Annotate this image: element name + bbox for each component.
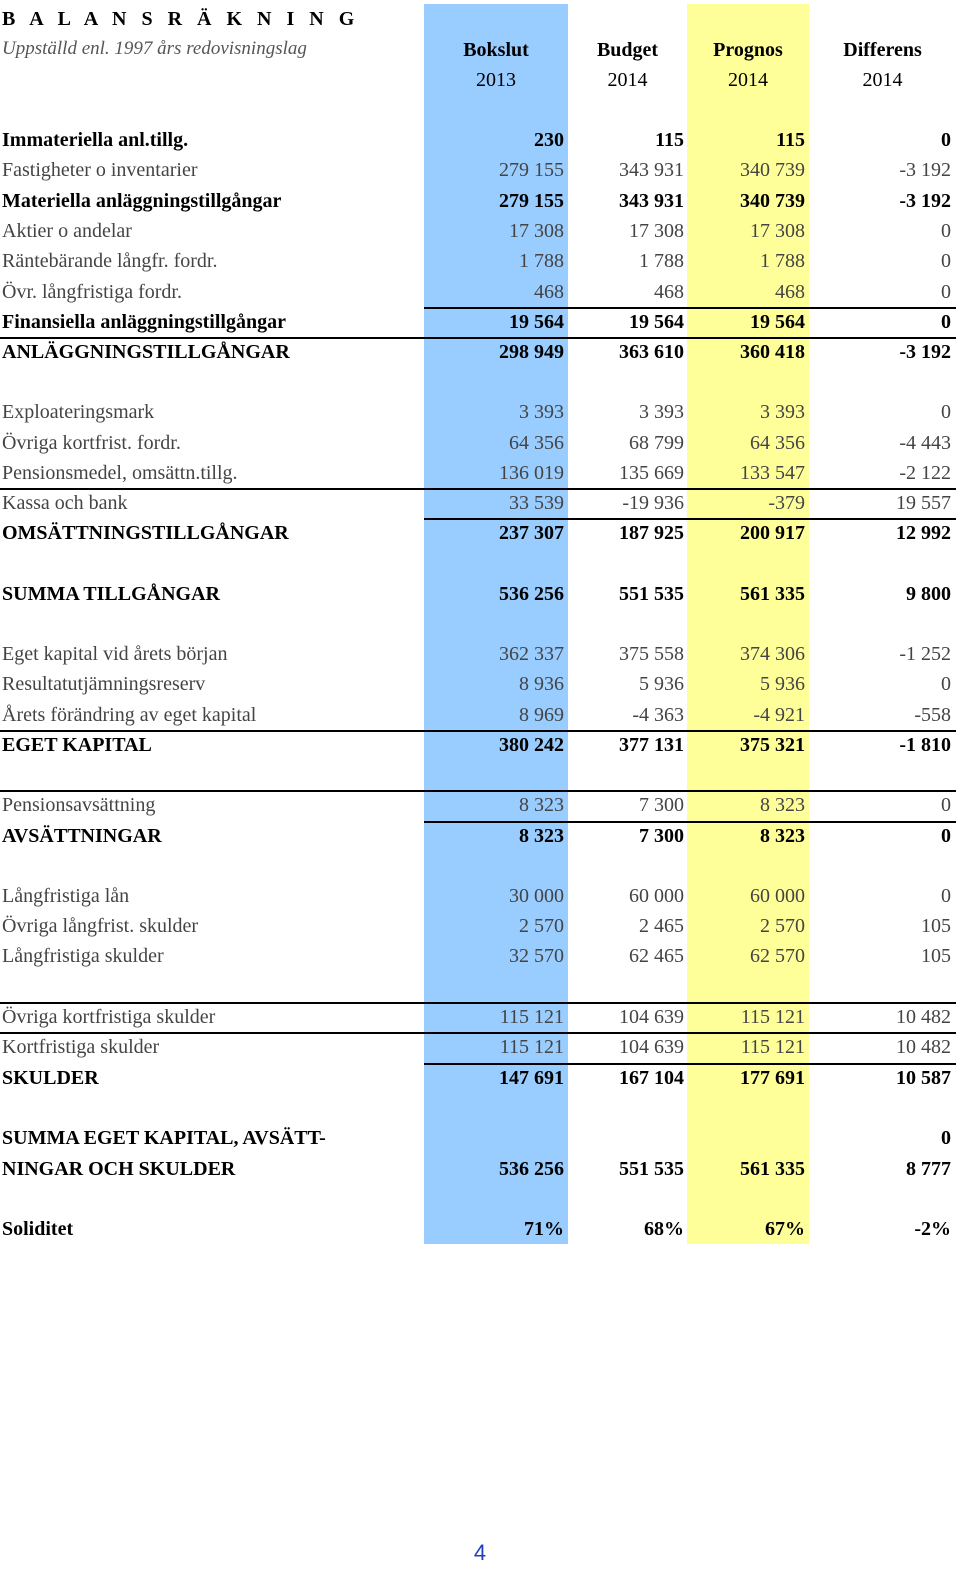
row-value: 19 557 bbox=[896, 492, 951, 514]
column-name: Differens bbox=[843, 39, 922, 61]
table-row bbox=[0, 458, 960, 488]
row-label: Övriga kortfristiga skulder bbox=[2, 1006, 216, 1028]
row-value: 468 bbox=[775, 281, 805, 303]
row-value: 8 323 bbox=[519, 794, 564, 816]
row-value: 0 bbox=[941, 825, 951, 847]
row-value: 0 bbox=[941, 401, 951, 423]
row-label: SUMMA EGET KAPITAL, AVSÄTT- bbox=[2, 1127, 326, 1149]
row-value: 19 564 bbox=[750, 311, 805, 333]
row-label: Immateriella anl.tillg. bbox=[2, 129, 189, 151]
row-label: Övr. långfristiga fordr. bbox=[2, 281, 182, 303]
row-label: NINGAR OCH SKULDER bbox=[2, 1158, 236, 1180]
row-value: 8 323 bbox=[760, 825, 805, 847]
row-value: 360 418 bbox=[740, 341, 805, 363]
row-label: Soliditet bbox=[2, 1218, 74, 1240]
row-value: 62 465 bbox=[629, 945, 684, 967]
row-value: 64 356 bbox=[509, 432, 564, 454]
row-value: 0 bbox=[941, 311, 951, 333]
row-value: 0 bbox=[941, 673, 951, 695]
row-value: 375 558 bbox=[619, 643, 684, 665]
row-value: 68% bbox=[644, 1218, 684, 1240]
row-value: 10 482 bbox=[896, 1006, 951, 1028]
table-row bbox=[0, 941, 960, 971]
row-value: 5 936 bbox=[760, 673, 805, 695]
row-rule bbox=[424, 821, 956, 823]
table-row bbox=[0, 1123, 960, 1153]
row-value: 340 739 bbox=[740, 190, 805, 212]
row-value: 561 335 bbox=[740, 1158, 805, 1180]
row-rule bbox=[424, 518, 956, 520]
row-rule bbox=[0, 790, 956, 792]
table-row bbox=[0, 881, 960, 911]
row-label: Räntebärande långfr. fordr. bbox=[2, 250, 218, 272]
row-value: 33 539 bbox=[509, 492, 564, 514]
row-value: 279 155 bbox=[499, 190, 564, 212]
row-value: 10 482 bbox=[896, 1036, 951, 1058]
row-rule bbox=[0, 488, 956, 490]
table-row bbox=[0, 337, 960, 367]
row-value: 115 121 bbox=[740, 1036, 805, 1058]
row-value: 468 bbox=[534, 281, 564, 303]
row-value: 135 669 bbox=[619, 462, 684, 484]
row-value: 30 000 bbox=[509, 885, 564, 907]
row-value: 5 936 bbox=[639, 673, 684, 695]
row-label: SKULDER bbox=[2, 1067, 99, 1089]
row-value: 115 121 bbox=[499, 1036, 564, 1058]
row-label: Materiella anläggningstillgångar bbox=[2, 190, 282, 212]
row-value: -558 bbox=[914, 704, 951, 726]
row-value: 177 691 bbox=[740, 1067, 805, 1089]
row-label: AVSÄTTNINGAR bbox=[2, 825, 162, 847]
row-value: 68 799 bbox=[629, 432, 684, 454]
row-value: 536 256 bbox=[499, 1158, 564, 1180]
row-label: Långfristiga lån bbox=[2, 885, 130, 907]
row-value: 2 465 bbox=[639, 915, 684, 937]
table-row bbox=[0, 155, 960, 185]
row-value: -4 363 bbox=[632, 704, 684, 726]
row-label: EGET KAPITAL bbox=[2, 734, 152, 756]
row-value: 0 bbox=[941, 220, 951, 242]
row-label: Långfristiga skulder bbox=[2, 945, 164, 967]
table-row bbox=[0, 730, 960, 760]
table-row bbox=[0, 821, 960, 851]
row-value: 1 788 bbox=[639, 250, 684, 272]
row-label: OMSÄTTNINGSTILLGÅNGAR bbox=[2, 522, 289, 544]
table-row bbox=[0, 488, 960, 518]
page-number: 4 bbox=[473, 1540, 487, 1565]
row-value: 380 242 bbox=[499, 734, 564, 756]
table-row bbox=[0, 1002, 960, 1032]
table-row bbox=[0, 307, 960, 337]
row-value: 167 104 bbox=[619, 1067, 684, 1089]
row-value: -3 192 bbox=[899, 159, 951, 181]
row-value: 561 335 bbox=[740, 583, 805, 605]
row-rule bbox=[0, 337, 956, 339]
row-label: Övriga långfrist. skulder bbox=[2, 915, 199, 937]
row-value: 60 000 bbox=[750, 885, 805, 907]
row-value: 0 bbox=[941, 794, 951, 816]
row-value: 0 bbox=[941, 885, 951, 907]
row-value: -2 122 bbox=[899, 462, 951, 484]
row-value: 71% bbox=[524, 1218, 564, 1240]
table-row bbox=[0, 216, 960, 246]
row-value: 115 121 bbox=[499, 1006, 564, 1028]
row-label: Kortfristiga skulder bbox=[2, 1036, 160, 1058]
row-label: SUMMA TILLGÅNGAR bbox=[2, 583, 220, 605]
column-name: Bokslut bbox=[463, 39, 529, 61]
row-value: 377 131 bbox=[619, 734, 684, 756]
row-value: 133 547 bbox=[740, 462, 805, 484]
table-row bbox=[0, 579, 960, 609]
row-label: Aktier o andelar bbox=[2, 220, 132, 242]
table-row bbox=[0, 1214, 960, 1244]
row-value: 374 306 bbox=[740, 643, 805, 665]
row-value: 62 570 bbox=[750, 945, 805, 967]
row-value: 1 788 bbox=[760, 250, 805, 272]
row-value: -4 443 bbox=[899, 432, 951, 454]
row-value: 67% bbox=[765, 1218, 805, 1240]
row-value: 17 308 bbox=[629, 220, 684, 242]
row-value: 279 155 bbox=[499, 159, 564, 181]
row-value: 362 337 bbox=[499, 643, 564, 665]
row-value: -4 921 bbox=[753, 704, 805, 726]
row-value: 340 739 bbox=[740, 159, 805, 181]
table-row bbox=[0, 639, 960, 669]
row-value: 147 691 bbox=[499, 1067, 564, 1089]
row-value: 8 323 bbox=[519, 825, 564, 847]
row-label: Eget kapital vid årets början bbox=[2, 643, 228, 665]
row-value: 105 bbox=[921, 915, 951, 937]
page-title: B A L A N S R Ä K N I N G bbox=[2, 8, 360, 30]
column-year: 2013 bbox=[476, 69, 516, 91]
row-value: 7 300 bbox=[639, 825, 684, 847]
row-value: 7 300 bbox=[639, 794, 684, 816]
row-value: 17 308 bbox=[509, 220, 564, 242]
row-value: 19 564 bbox=[629, 311, 684, 333]
row-label: Kassa och bank bbox=[2, 492, 128, 514]
row-value: 8 969 bbox=[519, 704, 564, 726]
row-label: Fastigheter o inventarier bbox=[2, 159, 198, 181]
column-name: Prognos bbox=[713, 39, 783, 61]
column-year: 2014 bbox=[862, 69, 903, 91]
table-row bbox=[0, 1154, 960, 1184]
table-row bbox=[0, 397, 960, 427]
row-value: 9 800 bbox=[906, 583, 951, 605]
table-row bbox=[0, 911, 960, 941]
row-label: Resultatutjämningsreserv bbox=[2, 673, 206, 695]
row-value: 343 931 bbox=[619, 159, 684, 181]
row-value: -2% bbox=[914, 1218, 951, 1240]
row-rule bbox=[0, 1032, 956, 1034]
row-value: 200 917 bbox=[740, 522, 805, 544]
page-subtitle: Uppställd enl. 1997 års redovisningslag bbox=[2, 38, 307, 59]
row-value: -19 936 bbox=[622, 492, 684, 514]
table-row bbox=[0, 1032, 960, 1062]
row-value: 136 019 bbox=[499, 462, 564, 484]
row-value: -379 bbox=[768, 492, 805, 514]
row-value: -1 810 bbox=[899, 734, 951, 756]
row-label: ANLÄGGNINGSTILLGÅNGAR bbox=[2, 341, 290, 363]
row-value: 17 308 bbox=[750, 220, 805, 242]
row-value: -3 192 bbox=[899, 190, 951, 212]
column-year: 2014 bbox=[607, 69, 648, 91]
row-value: 551 535 bbox=[619, 583, 684, 605]
row-value: -1 252 bbox=[899, 643, 951, 665]
row-value: 468 bbox=[654, 281, 684, 303]
row-label: Pensionsmedel, omsättn.tillg. bbox=[2, 462, 238, 484]
row-value: 2 570 bbox=[519, 915, 564, 937]
row-value: 187 925 bbox=[619, 522, 684, 544]
row-value: 2 570 bbox=[760, 915, 805, 937]
table-row bbox=[0, 790, 960, 820]
row-value: 0 bbox=[941, 250, 951, 272]
row-value: 12 992 bbox=[896, 522, 951, 544]
column-year: 2014 bbox=[728, 69, 768, 91]
row-value: 105 bbox=[921, 945, 951, 967]
row-value: 64 356 bbox=[750, 432, 805, 454]
table-row bbox=[0, 1063, 960, 1093]
row-value: 8 323 bbox=[760, 794, 805, 816]
row-value: 3 393 bbox=[760, 401, 805, 423]
row-value: 3 393 bbox=[639, 401, 684, 423]
row-label: Pensionsavsättning bbox=[2, 794, 156, 816]
table-row bbox=[0, 518, 960, 548]
row-value: 8 777 bbox=[906, 1158, 951, 1180]
row-value: 551 535 bbox=[619, 1158, 684, 1180]
row-value: 10 587 bbox=[896, 1067, 951, 1089]
row-rule bbox=[424, 307, 956, 309]
row-label: Årets förändring av eget kapital bbox=[2, 704, 257, 726]
row-value: 298 949 bbox=[499, 341, 564, 363]
row-value: 104 639 bbox=[619, 1006, 684, 1028]
row-value: 60 000 bbox=[629, 885, 684, 907]
row-value: 32 570 bbox=[509, 945, 564, 967]
row-value: 115 bbox=[655, 129, 684, 151]
row-rule bbox=[424, 1063, 956, 1065]
row-value: 375 321 bbox=[740, 734, 805, 756]
table-row bbox=[0, 186, 960, 216]
row-value: 230 bbox=[534, 129, 564, 151]
row-rule bbox=[0, 730, 956, 732]
row-value: 115 bbox=[776, 129, 805, 151]
row-value: 0 bbox=[941, 129, 951, 151]
table-row bbox=[0, 700, 960, 730]
row-label: Övriga kortfrist. fordr. bbox=[2, 432, 181, 454]
row-value: -3 192 bbox=[899, 341, 951, 363]
row-rule bbox=[0, 1002, 956, 1004]
row-value: 19 564 bbox=[509, 311, 564, 333]
column-name: Budget bbox=[596, 39, 659, 61]
row-value: 237 307 bbox=[499, 522, 564, 544]
table-row bbox=[0, 669, 960, 699]
row-value: 343 931 bbox=[619, 190, 684, 212]
table-row bbox=[0, 125, 960, 155]
row-label: Exploateringsmark bbox=[2, 401, 155, 423]
row-value: 104 639 bbox=[619, 1036, 684, 1058]
row-value: 8 936 bbox=[519, 673, 564, 695]
table-row bbox=[0, 246, 960, 276]
row-label: Finansiella anläggningstillgångar bbox=[2, 311, 286, 333]
row-value: 115 121 bbox=[740, 1006, 805, 1028]
row-value: 536 256 bbox=[499, 583, 564, 605]
table-row bbox=[0, 277, 960, 307]
table-row bbox=[0, 428, 960, 458]
row-value: 0 bbox=[941, 281, 951, 303]
row-value: 1 788 bbox=[519, 250, 564, 272]
row-value: 0 bbox=[941, 1127, 951, 1149]
row-value: 363 610 bbox=[619, 341, 684, 363]
row-value: 3 393 bbox=[519, 401, 564, 423]
